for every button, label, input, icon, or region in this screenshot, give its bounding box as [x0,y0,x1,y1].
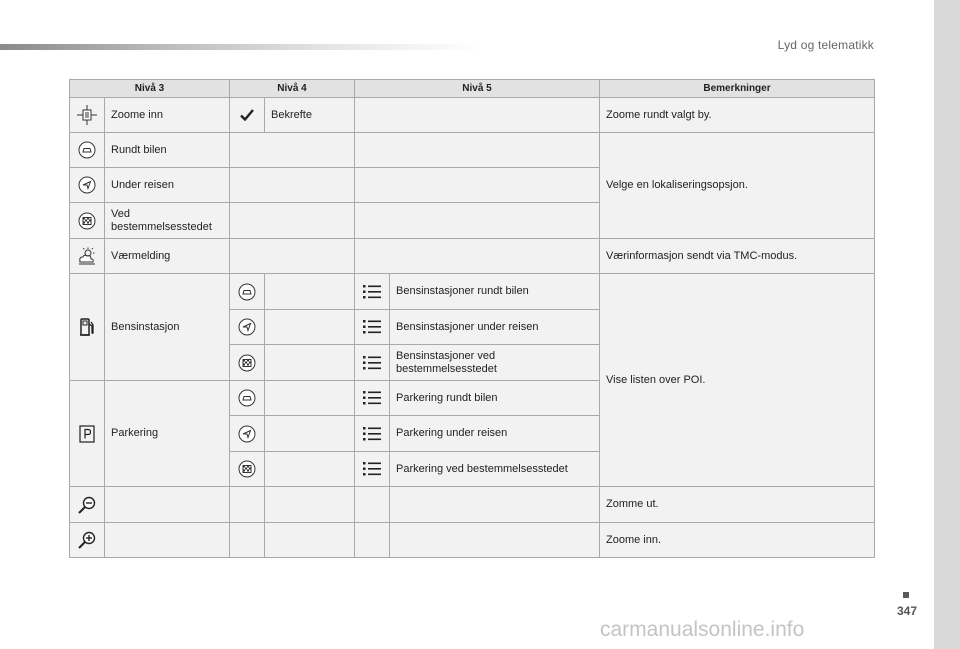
header-bar [0,44,480,50]
menu-label: Ved bestemmelsesstedet [105,203,230,239]
around-car-icon [70,133,105,168]
empty-cell [105,523,230,558]
page-number: 347 [897,604,918,618]
table-row [70,487,875,523]
checkmark-icon [230,98,265,133]
remark: Zoome inn. [600,523,875,558]
list-icon [355,416,390,452]
table-row [70,133,875,168]
zoom-in-map-icon [70,98,105,133]
menu-label: Parkering [105,381,230,487]
empty-cell [265,381,355,416]
menu-label: Bensinstasjon [105,274,230,381]
list-icon [355,274,390,310]
empty-cell [265,523,355,558]
on-route-icon [230,310,265,345]
table-row [70,523,875,558]
watermark: carmanualsonline.info [600,618,805,641]
empty-cell [265,487,355,523]
menu-label: Bekrefte [265,98,355,133]
at-destination-icon [70,203,105,239]
empty-cell [230,203,355,239]
remark: Zoome rundt valgt by. [600,98,875,133]
at-destination-icon [230,345,265,381]
menu-label: Zoome inn [105,98,230,133]
list-icon [355,345,390,381]
zoom-out-icon [70,487,105,523]
list-icon [355,381,390,416]
column-header: Nivå 4 [230,80,355,98]
empty-cell [105,487,230,523]
column-header: Nivå 3 [70,80,230,98]
empty-cell [355,239,600,274]
fuel-pump-icon [70,274,105,381]
empty-cell [355,203,600,239]
empty-cell [230,168,355,203]
menu-label: Bensinstasjoner under reisen [390,310,600,345]
empty-cell [230,487,265,523]
table-row [70,98,875,133]
list-icon [355,310,390,345]
section-title: Lyd og telematikk [777,38,874,52]
menu-label: Parkering rundt bilen [390,381,600,416]
empty-cell [265,345,355,381]
remark: Zomme ut. [600,487,875,523]
remark: Velge en lokaliseringsopsjon. [600,133,875,239]
at-destination-icon [230,452,265,487]
zoom-in-icon [70,523,105,558]
empty-cell [390,523,600,558]
empty-cell [355,487,390,523]
menu-label: Rundt bilen [105,133,230,168]
empty-cell [390,487,600,523]
parking-icon [70,381,105,487]
list-icon [355,452,390,487]
table-header-row [70,80,875,98]
around-car-icon [230,381,265,416]
empty-cell [230,133,355,168]
empty-cell [230,239,355,274]
empty-cell [355,98,600,133]
empty-cell [265,452,355,487]
on-route-icon [70,168,105,203]
menu-label: Bensinstasjoner rundt bilen [390,274,600,310]
menu-label: Bensinstasjoner ved bestemmelsesstedet [390,345,600,381]
page-marker [903,592,909,598]
around-car-icon [230,274,265,310]
menu-label: Parkering under reisen [390,416,600,452]
menu-label: Under reisen [105,168,230,203]
empty-cell [355,168,600,203]
empty-cell [355,133,600,168]
remark: Værinformasjon sendt via TMC-modus. [600,239,875,274]
column-header: Bemerkninger [600,80,875,98]
remark: Vise listen over POI. [600,274,875,487]
column-header: Nivå 5 [355,80,600,98]
menu-label: Værmelding [105,239,230,274]
weather-icon [70,239,105,274]
empty-cell [265,416,355,452]
empty-cell [355,523,390,558]
empty-cell [265,310,355,345]
empty-cell [265,274,355,310]
on-route-icon [230,416,265,452]
sidebar-strip [934,0,960,649]
empty-cell [230,523,265,558]
menu-label: Parkering ved bestemmelsesstedet [390,452,600,487]
table-row [70,274,875,310]
table-row [70,239,875,274]
poi-table [69,79,875,558]
